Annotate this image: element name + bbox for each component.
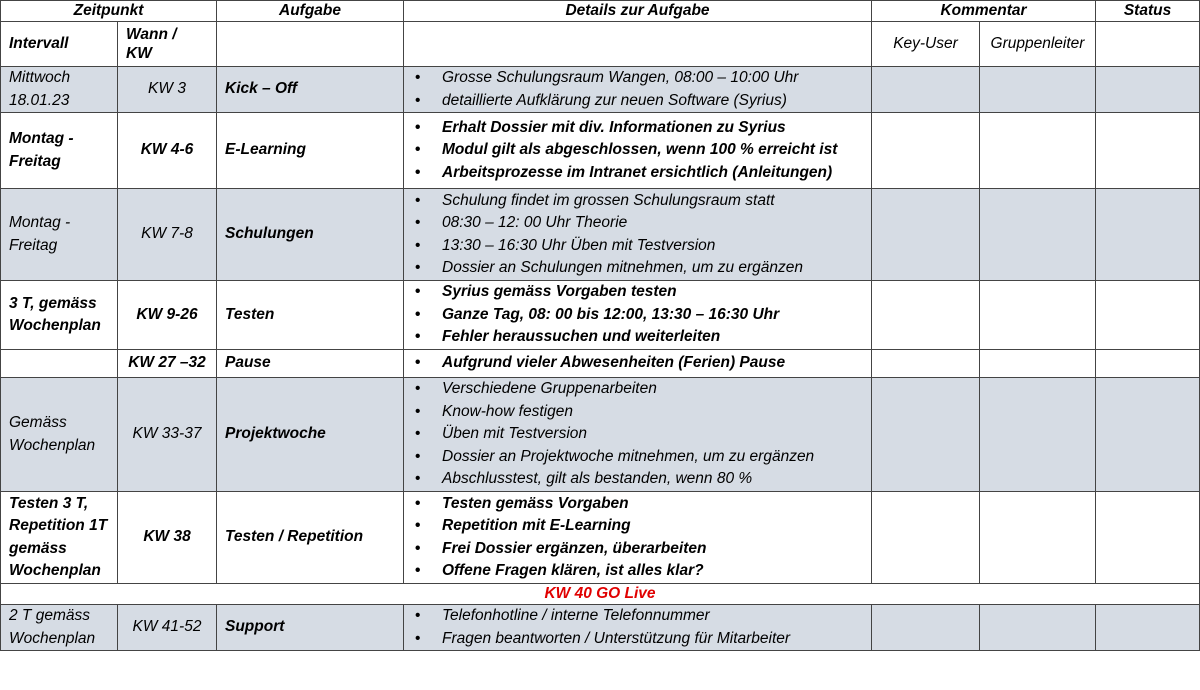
subheader-empty-status <box>1096 22 1200 67</box>
comment-gruppenleiter-cell <box>980 113 1096 189</box>
details-cell <box>404 605 872 651</box>
interval-line: 3 T, gemäss <box>9 294 97 312</box>
kw-cell: KW 38 <box>118 492 217 584</box>
header-aufgabe: Aufgabe <box>217 1 404 22</box>
status-cell <box>1096 281 1200 350</box>
subheader-wann-kw-line1: Wann / <box>126 26 177 43</box>
details-cell <box>404 378 872 492</box>
details-cell <box>404 189 872 281</box>
detail-item: • Dossier an Projektwoche mitnehmen, um zu ergänzen <box>412 446 863 469</box>
comment-key-user-cell <box>872 605 980 651</box>
interval-cell <box>1 378 118 492</box>
detail-item: • Telefonhotline / interne Telefonnummer <box>412 605 863 628</box>
kw-cell: KW 4-6 <box>118 113 217 189</box>
comment-key-user-cell <box>872 350 980 378</box>
interval-line: Wochenplan <box>9 436 96 454</box>
detail-item: • Grosse Schulungsraum Wangen, 08:00 – 10:00 Uhr <box>412 67 863 90</box>
interval-cell <box>1 67 118 113</box>
detail-item: • Dossier an Schulungen mitnehmen, um zu ergänzen <box>412 257 863 280</box>
interval-line: Mittwoch <box>9 69 71 86</box>
table-row <box>1 189 1200 281</box>
interval-cell <box>1 189 118 281</box>
detail-item: • Repetition mit E-Learning <box>412 515 863 538</box>
status-cell <box>1096 378 1200 492</box>
detail-item: • Modul gilt als abgeschlossen, wenn 100 % erreicht ist <box>412 139 863 162</box>
interval-line: Wochenplan <box>9 562 101 579</box>
header-details: Details zur Aufgabe <box>404 1 872 22</box>
header-kommentar: Kommentar <box>872 1 1096 22</box>
subheader-row <box>1 22 1200 67</box>
status-cell <box>1096 189 1200 281</box>
detail-item: • Testen gemäss Vorgaben <box>412 493 863 516</box>
detail-item: • Abschlusstest, gilt als bestanden, wenn 80 % <box>412 468 863 491</box>
subheader-empty-details <box>404 22 872 67</box>
table-row <box>1 605 1200 651</box>
interval-line: Repetition 1T <box>9 517 108 534</box>
kw-cell: KW 3 <box>118 67 217 113</box>
detail-item: • Syrius gemäss Vorgaben testen <box>412 281 863 304</box>
subheader-wann-kw <box>118 22 217 67</box>
detail-item: • Erhalt Dossier mit div. Informationen zu Syrius <box>412 117 863 140</box>
detail-item: • Schulung findet im grossen Schulungsraum statt <box>412 190 863 213</box>
interval-line: Freitag <box>9 152 61 170</box>
comment-gruppenleiter-cell <box>980 189 1096 281</box>
table-row <box>1 350 1200 378</box>
task-cell: Pause <box>217 350 404 378</box>
interval-cell <box>1 113 118 189</box>
kw-cell: KW 9-26 <box>118 281 217 350</box>
comment-key-user-cell <box>872 492 980 584</box>
interval-cell <box>1 350 118 378</box>
detail-item: • Frei Dossier ergänzen, überarbeiten <box>412 538 863 561</box>
comment-gruppenleiter-cell <box>980 67 1096 113</box>
kw-cell: KW 7-8 <box>118 189 217 281</box>
table-row <box>1 492 1200 584</box>
interval-line: Montag - <box>9 130 74 147</box>
interval-line: Testen 3 T, <box>9 494 89 512</box>
golive-banner: KW 40 GO Live <box>1 584 1200 605</box>
kw-cell: KW 27 –32 <box>118 350 217 378</box>
details-cell <box>404 67 872 113</box>
status-cell <box>1096 67 1200 113</box>
detail-item: • Aufgrund vieler Abwesenheiten (Ferien) Pause <box>412 352 863 375</box>
interval-line: 2 T gemäss <box>9 607 90 624</box>
task-cell: Support <box>217 605 404 651</box>
details-cell <box>404 113 872 189</box>
comment-gruppenleiter-cell <box>980 378 1096 492</box>
detail-item: • Üben mit Testversion <box>412 423 863 446</box>
interval-line: Gemäss <box>9 414 67 431</box>
task-cell: Projektwoche <box>217 378 404 492</box>
detail-item: • Ganze Tag, 08: 00 bis 12:00, 13:30 – 16:30 Uhr <box>412 304 863 327</box>
detail-item: • Arbeitsprozesse im Intranet ersichtlich (Anleitungen) <box>412 162 863 185</box>
details-cell <box>404 281 872 350</box>
detail-item: • 08:30 – 12: 00 Uhr Theorie <box>412 212 863 235</box>
detail-item: • Fehler heraussuchen und weiterleiten <box>412 326 863 349</box>
task-cell: Testen / Repetition <box>217 492 404 584</box>
comment-key-user-cell <box>872 67 980 113</box>
status-cell <box>1096 350 1200 378</box>
kw-cell: KW 33-37 <box>118 378 217 492</box>
interval-line: Wochenplan <box>9 317 101 334</box>
interval-line: Montag - <box>9 214 71 231</box>
interval-line: Freitag <box>9 236 58 254</box>
status-cell <box>1096 113 1200 189</box>
comment-gruppenleiter-cell <box>980 605 1096 651</box>
interval-cell <box>1 492 118 584</box>
detail-item: • Fragen beantworten / Unterstützung für Mitarbeiter <box>412 628 863 651</box>
interval-cell <box>1 281 118 350</box>
details-cell <box>404 350 872 378</box>
kw-cell: KW 41-52 <box>118 605 217 651</box>
interval-line: gemäss <box>9 539 67 557</box>
detail-item: • Offene Fragen klären, ist alles klar? <box>412 560 863 583</box>
detail-item: • Know-how festigen <box>412 401 863 424</box>
table-row <box>1 67 1200 113</box>
header-row <box>1 1 1200 22</box>
subheader-key-user: Key-User <box>872 22 980 67</box>
status-cell <box>1096 492 1200 584</box>
status-cell <box>1096 605 1200 651</box>
task-cell: Testen <box>217 281 404 350</box>
task-cell: Kick – Off <box>217 67 404 113</box>
subheader-wann-kw-line2: KW <box>126 45 152 62</box>
comment-gruppenleiter-cell <box>980 492 1096 584</box>
subheader-empty-aufgabe <box>217 22 404 67</box>
comment-key-user-cell <box>872 281 980 350</box>
comment-key-user-cell <box>872 378 980 492</box>
table-row <box>1 113 1200 189</box>
task-cell: E-Learning <box>217 113 404 189</box>
task-cell: Schulungen <box>217 189 404 281</box>
header-status: Status <box>1096 1 1200 22</box>
comment-gruppenleiter-cell <box>980 350 1096 378</box>
interval-line: Wochenplan <box>9 629 96 647</box>
table-row <box>1 378 1200 492</box>
interval-cell <box>1 605 118 651</box>
detail-item: • detaillierte Aufklärung zur neuen Software (Syrius) <box>412 90 863 113</box>
detail-item: • Verschiedene Gruppenarbeiten <box>412 378 863 401</box>
interval-line: 18.01.23 <box>9 91 70 109</box>
detail-item: • 13:30 – 16:30 Uhr Üben mit Testversion <box>412 235 863 258</box>
header-zeitpunkt: Zeitpunkt <box>1 1 217 22</box>
comment-key-user-cell <box>872 189 980 281</box>
subheader-intervall: Intervall <box>1 22 118 67</box>
golive-row <box>1 584 1200 605</box>
details-cell <box>404 492 872 584</box>
comment-gruppenleiter-cell <box>980 281 1096 350</box>
comment-key-user-cell <box>872 113 980 189</box>
subheader-gruppenleiter: Gruppenleiter <box>980 22 1096 67</box>
table-row <box>1 281 1200 350</box>
